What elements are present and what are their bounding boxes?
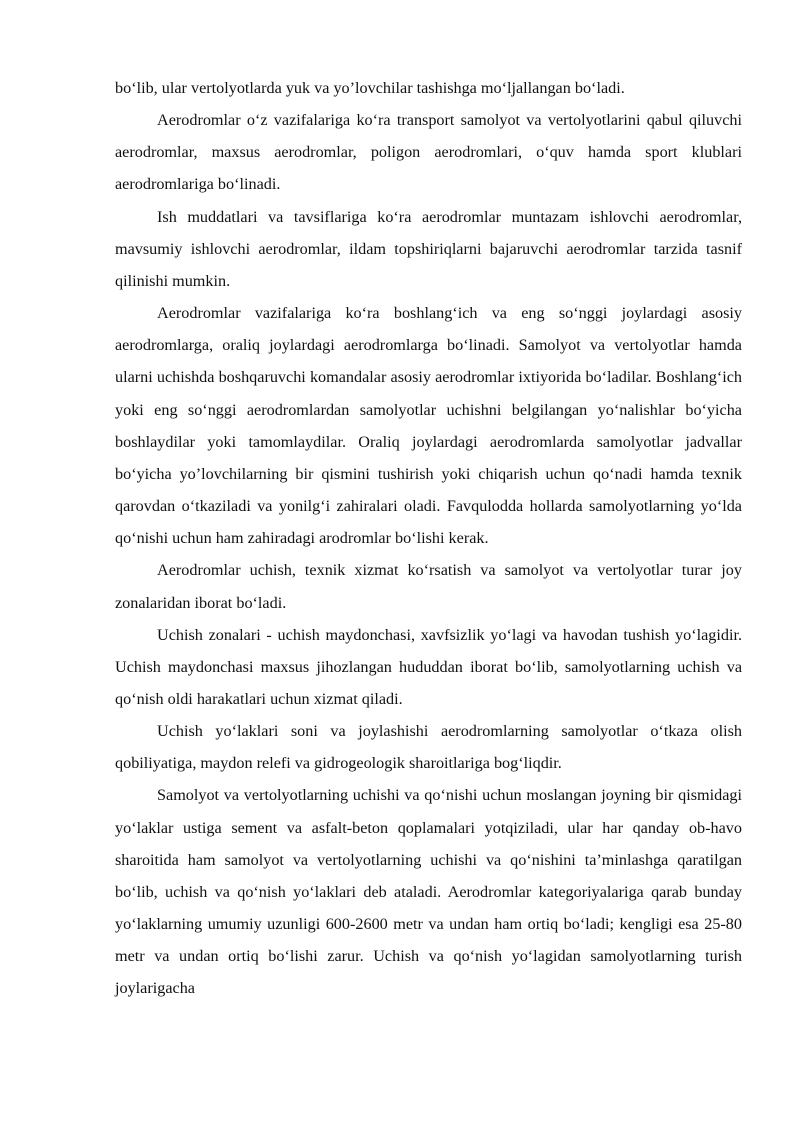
paragraph-zones: Aerodromlar uchish, texnik xizmat ko‘rsatish va samolyot va vertolyotlar turar joy zonalaridan iborat bo‘ladi. <box>115 561 742 612</box>
paragraph-runway-count: Uchish yo‘laklari soni va joylashishi aerodromlarning samolyotlar o‘tkaza olish qobiliyatiga, maydon relefi va gidrogeologik sharoitlariga bog‘liqdir. <box>115 722 742 773</box>
paragraph-airfield-purposes: Aerodromlar o‘z vazifalariga ko‘ra transport samolyot va vertolyotlarini qabul qiluvchi aerodromlar, maxsus aerodromlar, poligon aerodromlari, o‘quv hamda sport klublari aerodromlariga bo‘linadi. <box>115 111 742 194</box>
document-body <box>115 72 742 1005</box>
paragraph-primary-intermediate: Aerodromlar vazifalariga ko‘ra boshlang‘ich va eng so‘nggi joylardagi asosiy aerodromlarga, oraliq joylardagi aerodromlarga bo‘linadi. Samolyot va vertolyotlar hamda ularni uchishda boshqaruvchi komandalar asosiy aerodromlar ixtiyorida bo‘ladilar. Boshlang‘ich yoki eng so‘nggi aerodromlardan samolyotlar uchishni belgilangan yo‘nalishlar bo‘yicha boshlaydilar yoki tamomlaydilar. Oraliq joylardagi aerodromlarda samolyotlar jadvallar bo‘yicha yo’lovchilarning bir qismini tushirish yoki chiqarish uchun qo‘nadi hamda texnik qarovdan o‘tkaziladi va yonilg‘i zahiralari oladi. Favqulodda hollarda samolyotlarning yo‘lda qo‘nishi uchun ham zahiradagi arodromlar bo‘lishi kerak. <box>115 304 742 548</box>
paragraph-flight-zones: Uchish zonalari - uchish maydonchasi, xavfsizlik yo‘lagi va havodan tushish yo‘lagidir. Uchish maydonchasi maxsus jihozlangan hududdan iborat bo‘lib, samolyotlarning uchish va qo‘nish oldi harakatlari uchun xizmat qiladi. <box>115 625 742 708</box>
paragraph-operation-types: Ish muddatlari va tavsiflariga ko‘ra aerodromlar muntazam ishlovchi aerodromlar, mavsumiy ishlovchi aerodromlar, ildam topshiriqlarni bajaruvchi aerodromlar tarzida tasnif qilinishi mumkin. <box>115 207 742 290</box>
paragraph-runway-pavement: Samolyot va vertolyotlarning uchishi va qo‘nishi uchun moslangan joyning bir qismidagi yo‘laklar ustiga sement va asfalt-beton qoplamalari yotqiziladi, ular har qanday ob-havo sharoitida ham samolyot va vertolyotlarning uchishi va qo‘nishini ta’minlashga qaratilgan bo‘lib, uchish va qo‘nish yo‘laklari deb ataladi. Aerodromlar kategoriyalariga qarab bunday yo‘laklarning umumiy uzunligi 600-2600 metr va undan ham ortiq bo‘ladi; kengligi esa 25-80 metr va undan ortiq bo‘lishi zarur. Uchish va qo‘nish yo‘lagidan samolyotlarning turish joylarigacha <box>115 786 742 998</box>
paragraph-continuation: bo‘lib, ular vertolyotlarda yuk va yo’lovchilar tashishga mo‘ljallangan bo‘ladi. <box>115 79 625 97</box>
